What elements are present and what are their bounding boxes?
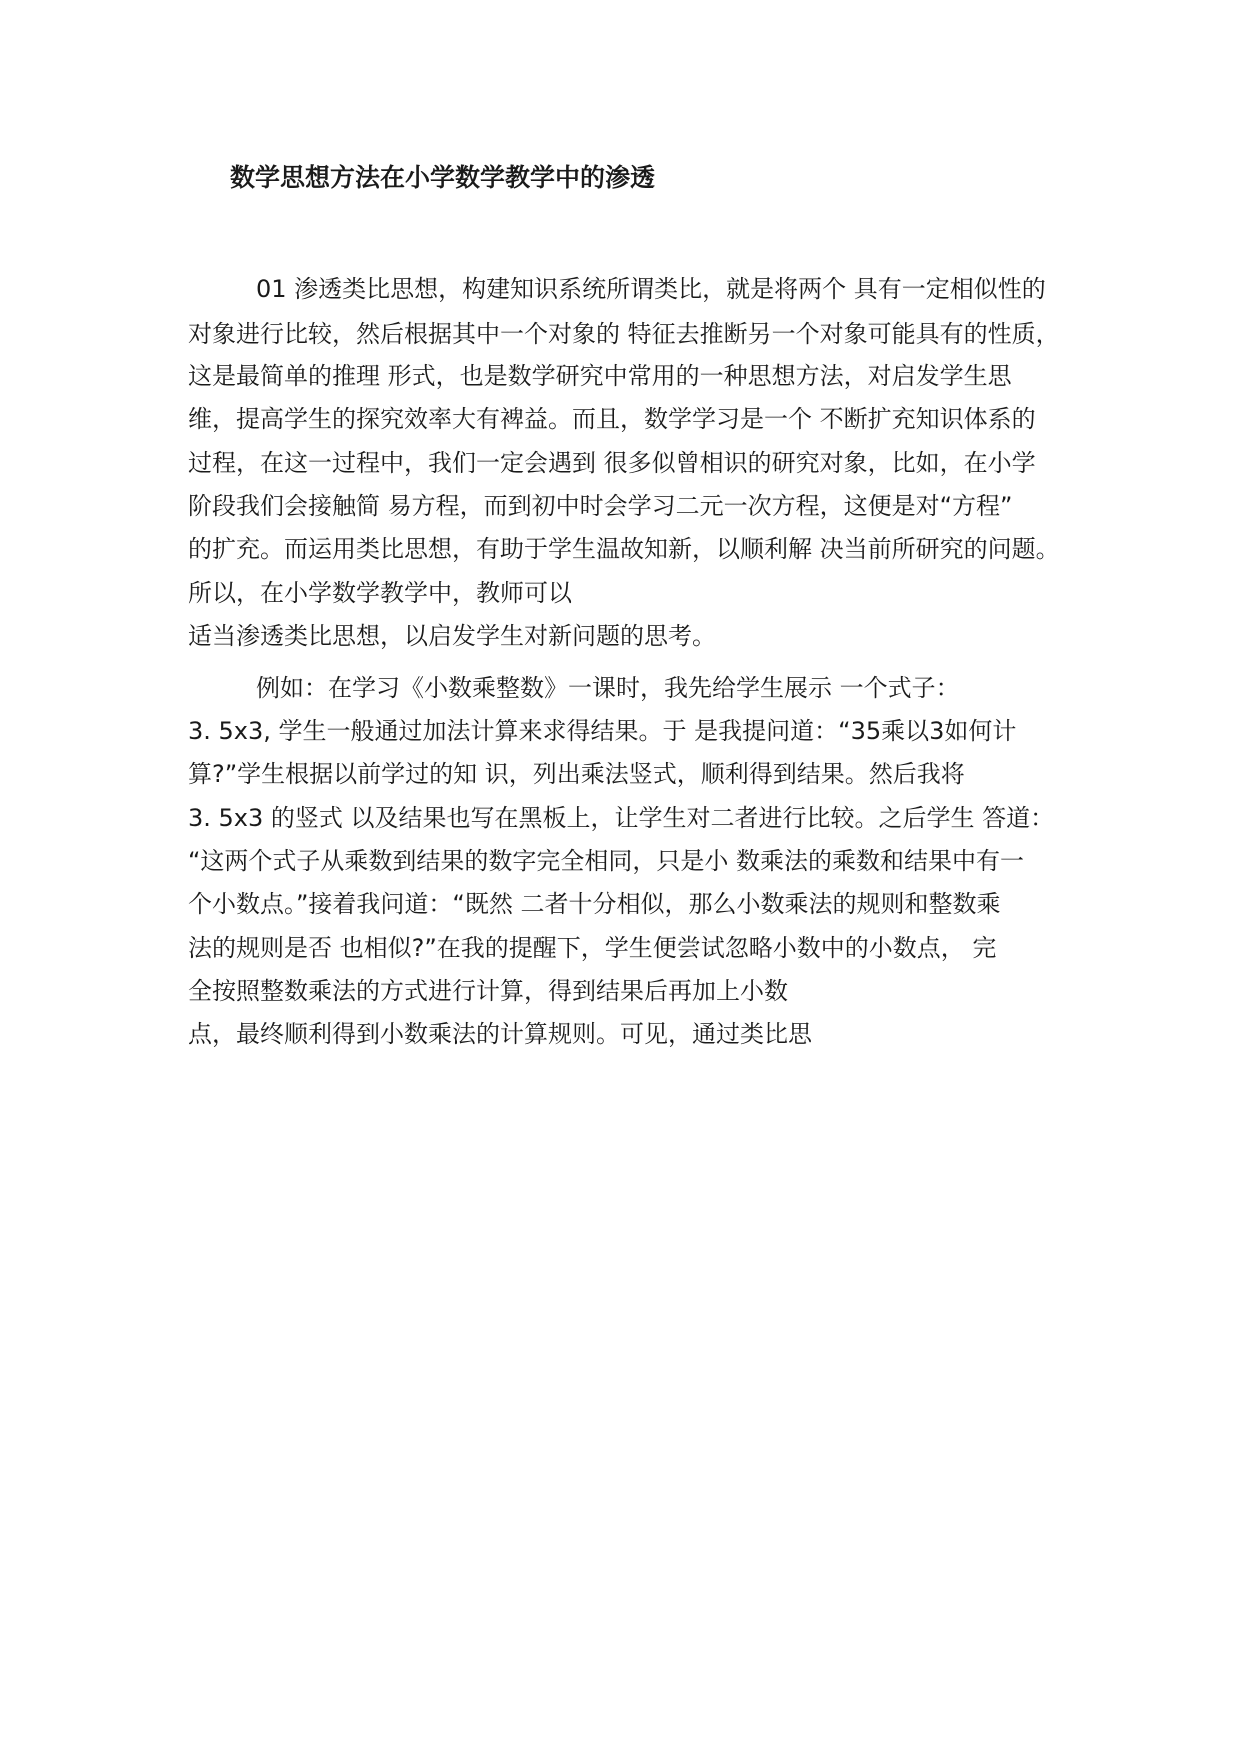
- paragraph-line: 过程，在这一过程中，我们一定会遇到 很多似曾相识的研究对象，比如，在小学: [188, 449, 1036, 477]
- paragraph-line: 3. 5x3, 学生一般通过加法计算来求得结果。于 是我提问道：“35乘以3如何计: [188, 717, 1017, 745]
- paragraph-line: 算?”学生根据以前学过的知 识，列出乘法竖式，顺利得到结果。然后我将: [188, 760, 965, 788]
- paragraph-line: 个小数点。”接着我问道：“既然 二者十分相似，那么小数乘法的规则和整数乘: [188, 890, 1001, 918]
- paragraph-line: 维，提高学生的探究效率大有裨益。而且，数学学习是一个 不断扩充知识体系的: [188, 405, 1036, 433]
- document-title: 数学思想方法在小学数学教学中的渗透: [230, 163, 656, 192]
- paragraph-line: “这两个式子从乘数到结果的数字完全相同，只是小 数乘法的乘数和结果中有一: [188, 847, 1025, 875]
- paragraph-line: 的扩充。而运用类比思想，有助于学生温故知新，以顺利解 决当前所研究的问题。: [188, 535, 1060, 563]
- paragraph-line: 阶段我们会接触简 易方程，而到初中时会学习二元一次方程，这便是对“方程”: [188, 492, 1013, 520]
- paragraph-line: 所以，在小学数学教学中，教师可以: [188, 579, 572, 607]
- paragraph-line: 适当渗透类比思想，以启发学生对新问题的思考。: [188, 622, 716, 650]
- paragraph-line: 3. 5x3 的竖式 以及结果也写在黑板上，让学生对二者进行比较。之后学生 答道：: [188, 804, 1055, 832]
- paragraph-line: 全按照整数乘法的方式进行计算，得到结果后再加上小数: [188, 977, 788, 1005]
- paragraph-line: 点，最终顺利得到小数乘法的计算规则。可见，通过类比思: [188, 1020, 812, 1048]
- paragraph-line: 法的规则是否 也相似?”在我的提醒下，学生便尝试忽略小数中的小数点， 完: [188, 934, 997, 962]
- paragraph-line: 例如：在学习《小数乘整数》一课时，我先给学生展示 一个式子：: [256, 674, 960, 702]
- paragraph-line: 01 渗透类比思想，构建知识系统所谓类比，就是将两个 具有一定相似性的: [256, 275, 1046, 303]
- paragraph-line: 对象进行比较，然后根据其中一个对象的 特征去推断另一个对象可能具有的性质，: [188, 320, 1060, 348]
- paragraph-line: 这是最简单的推理 形式，也是数学研究中常用的一种思想方法，对启发学生思: [188, 362, 1012, 390]
